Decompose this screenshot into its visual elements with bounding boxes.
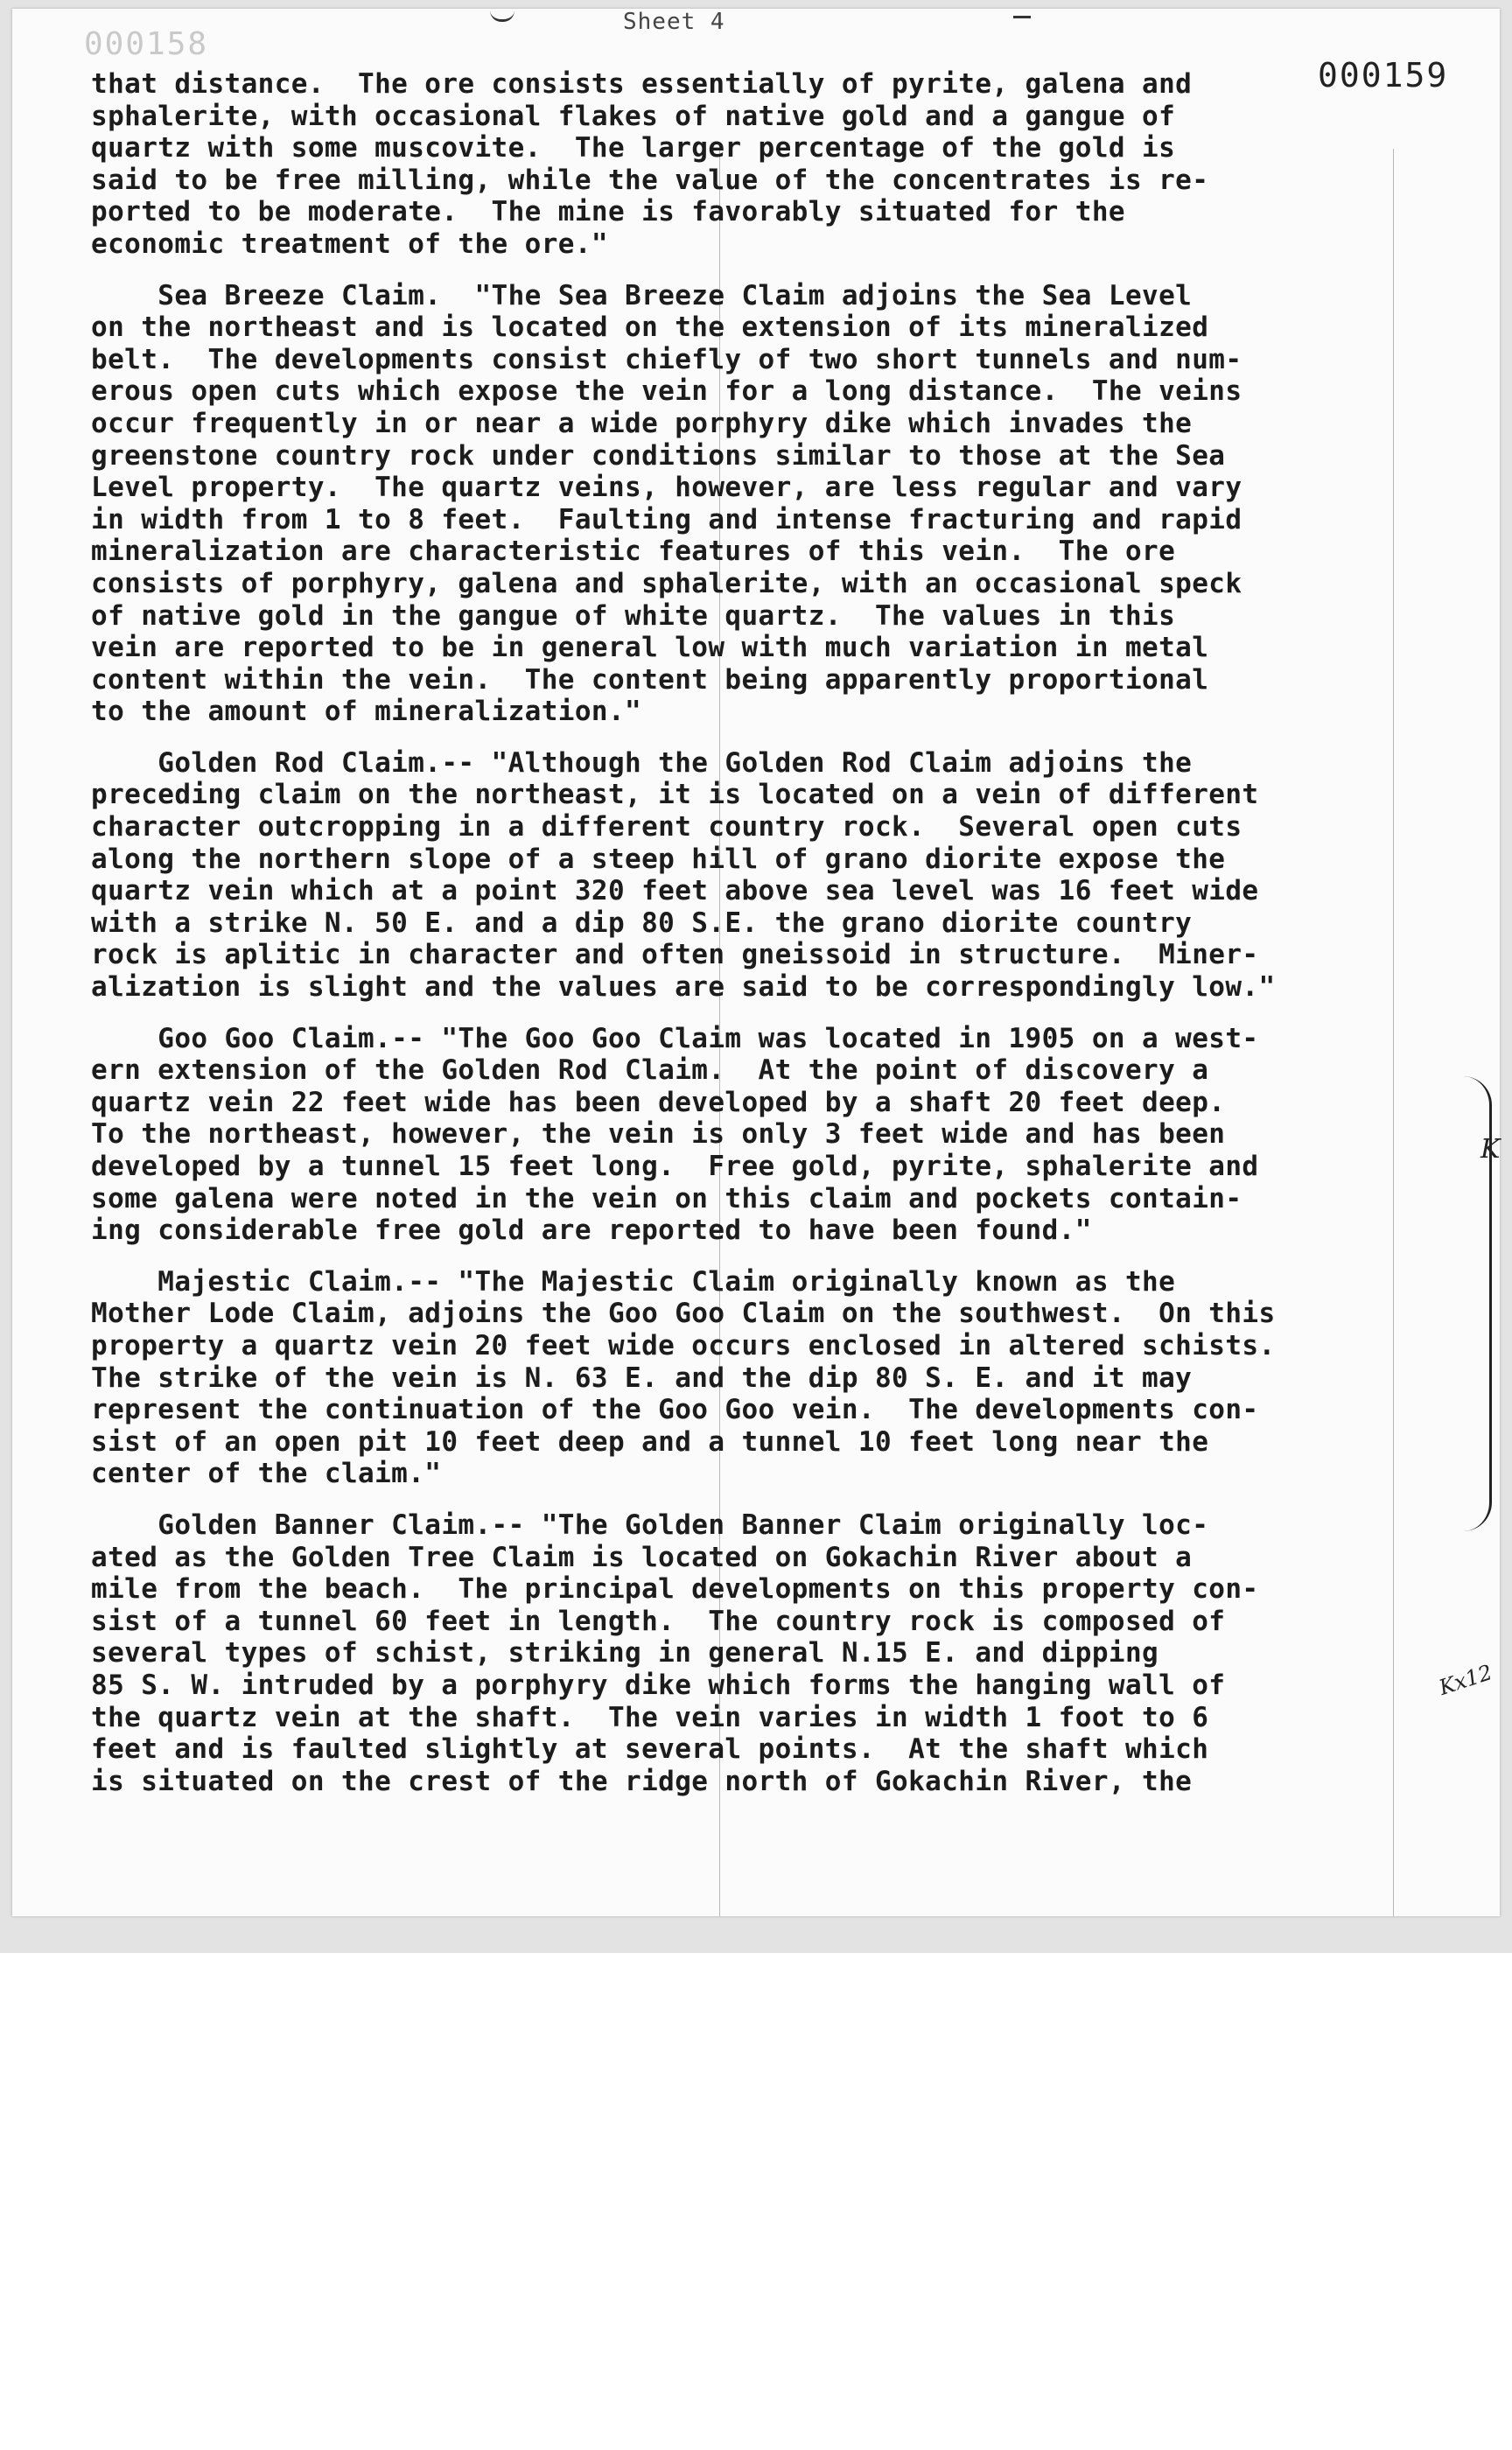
- text-line: ing considerable free gold are reported to have been found.": [91, 1214, 1092, 1247]
- text-line: of native gold in the gangue of white quartz. The values in this: [91, 599, 1176, 632]
- text-line: belt. The developments consist chiefly of two short tunnels and num-: [91, 343, 1242, 375]
- margin-note: Kx12: [1436, 1660, 1495, 1700]
- text-line: mile from the beach. The principal developments on this property con-: [91, 1573, 1259, 1606]
- text-line: represent the continuation of the Goo Goo vein. The developments con-: [91, 1394, 1259, 1426]
- text-line: content within the vein. The content being apparently proportional: [91, 663, 1209, 696]
- blank-area: [0, 1953, 1512, 2450]
- text-line: consists of porphyry, galena and sphalerite, with an occasional speck: [91, 567, 1242, 599]
- text-line: quartz vein which at a point 320 feet above sea level was 16 feet wide: [91, 875, 1259, 907]
- text-line: erous open cuts which expose the vein for a long distance. The veins: [91, 375, 1242, 408]
- text-line: center of the claim.": [91, 1458, 442, 1490]
- text-line: Golden Banner Claim.-- "The Golden Banner Claim originally loc-: [91, 1508, 1209, 1541]
- paragraph-gap: [91, 261, 1456, 280]
- text-line: sist of an open pit 10 feet deep and a tunnel 10 feet long near the: [91, 1425, 1209, 1458]
- text-line: alization is slight and the values are said to be correspondingly low.": [91, 971, 1276, 1004]
- text-line: preceding claim on the northeast, it is located on a vein of different: [91, 779, 1259, 811]
- text-line: greenstone country rock under conditions similar to those at the Sea: [91, 439, 1226, 472]
- margin-mark: K: [1480, 1134, 1501, 1165]
- text-line: ported to be moderate. The mine is favorably situated for the: [91, 196, 1125, 228]
- text-line: quartz vein 22 feet wide has been developed by a shaft 20 feet deep.: [91, 1086, 1226, 1118]
- text-line: developed by a tunnel 15 feet long. Free gold, pyrite, sphalerite and: [91, 1151, 1259, 1182]
- text-line: occur frequently in or near a wide porphyry dike which invades the: [91, 407, 1193, 439]
- text-line: Sea Breeze Claim. "The Sea Breeze Claim adjoins the Sea Level: [91, 279, 1193, 312]
- text-line: said to be free milling, while the value of the concentrates is re-: [91, 164, 1209, 196]
- text-line: Goo Goo Claim.-- "The Goo Goo Claim was located in 1905 on a west-: [91, 1022, 1259, 1054]
- text-line: rock is aplitic in character and often gneissoid in structure. Miner-: [91, 939, 1259, 971]
- text-line: to the amount of mineralization.": [91, 696, 642, 728]
- text-line: The strike of the vein is N. 63 E. and the dip 80 S. E. and it may: [91, 1362, 1193, 1394]
- text-line: economic treatment of the ore.": [91, 228, 608, 260]
- paragraph-gap: [91, 1004, 1456, 1023]
- text-line: several types of schist, striking in general N.15 E. and dipping: [91, 1637, 1159, 1670]
- faded-page-number: 000158: [84, 26, 209, 62]
- text-line: 85 S. W. intruded by a porphyry dike which forms the hanging wall of: [91, 1669, 1226, 1701]
- stamped-page-number: 000159: [1318, 56, 1449, 94]
- text-line: ern extension of the Golden Rod Claim. At the point of discovery a: [91, 1054, 1209, 1087]
- text-line: Golden Rod Claim.-- "Although the Golden Rod Claim adjoins the: [91, 746, 1193, 779]
- text-line: with a strike N. 50 E. and a dip 80 S.E. the grano diorite country: [91, 906, 1193, 939]
- text-line: the quartz vein at the shaft. The vein varies in width 1 foot to 6: [91, 1701, 1209, 1733]
- text-line: that distance. The ore consists essentially of pyrite, galena and: [91, 68, 1193, 100]
- text-line: some galena were noted in the vein on this claim and pockets contain-: [91, 1182, 1242, 1214]
- text-line: sist of a tunnel 60 feet in length. The country rock is composed of: [91, 1605, 1226, 1637]
- text-line: mineralization are characteristic features of this vein. The ore: [91, 536, 1176, 568]
- document-body: [91, 68, 1456, 1797]
- hand-dash: [1013, 16, 1031, 18]
- text-line: Majestic Claim.-- "The Majestic Claim originally known as the: [91, 1265, 1176, 1298]
- text-line: on the northeast and is located on the extension of its mineralized: [91, 312, 1209, 344]
- text-line: in width from 1 to 8 feet. Faulting and intense fracturing and rapid: [91, 503, 1242, 536]
- text-line: along the northern slope of a steep hill of grano diorite expose the: [91, 843, 1226, 875]
- text-line: To the northeast, however, the vein is only 3 feet wide and has been: [91, 1118, 1226, 1151]
- paragraph-gap: [91, 728, 1456, 747]
- text-line: is situated on the crest of the ridge north of Gokachin River, the: [91, 1765, 1193, 1797]
- text-line: Mother Lode Claim, adjoins the Goo Goo Claim on the southwest. On this: [91, 1298, 1276, 1330]
- text-line: ated as the Golden Tree Claim is located on Gokachin River about a: [91, 1541, 1193, 1573]
- text-line: property a quartz vein 20 feet wide occurs enclosed in altered schists.: [91, 1329, 1276, 1362]
- text-line: character outcropping in a different country rock. Several open cuts: [91, 811, 1242, 844]
- text-line: feet and is faulted slightly at several points. At the shaft which: [91, 1733, 1209, 1766]
- text-line: quartz with some muscovite. The larger percentage of the gold is: [91, 132, 1176, 164]
- text-line: Level property. The quartz veins, however, are less regular and vary: [91, 472, 1242, 504]
- text-line: sphalerite, with occasional flakes of native gold and a gangue of: [91, 100, 1176, 132]
- paragraph-gap: [91, 1247, 1456, 1266]
- paragraph-gap: [91, 1490, 1456, 1509]
- page-header: Sheet 4: [623, 9, 725, 35]
- text-line: vein are reported to be in general low with much variation in metal: [91, 632, 1209, 664]
